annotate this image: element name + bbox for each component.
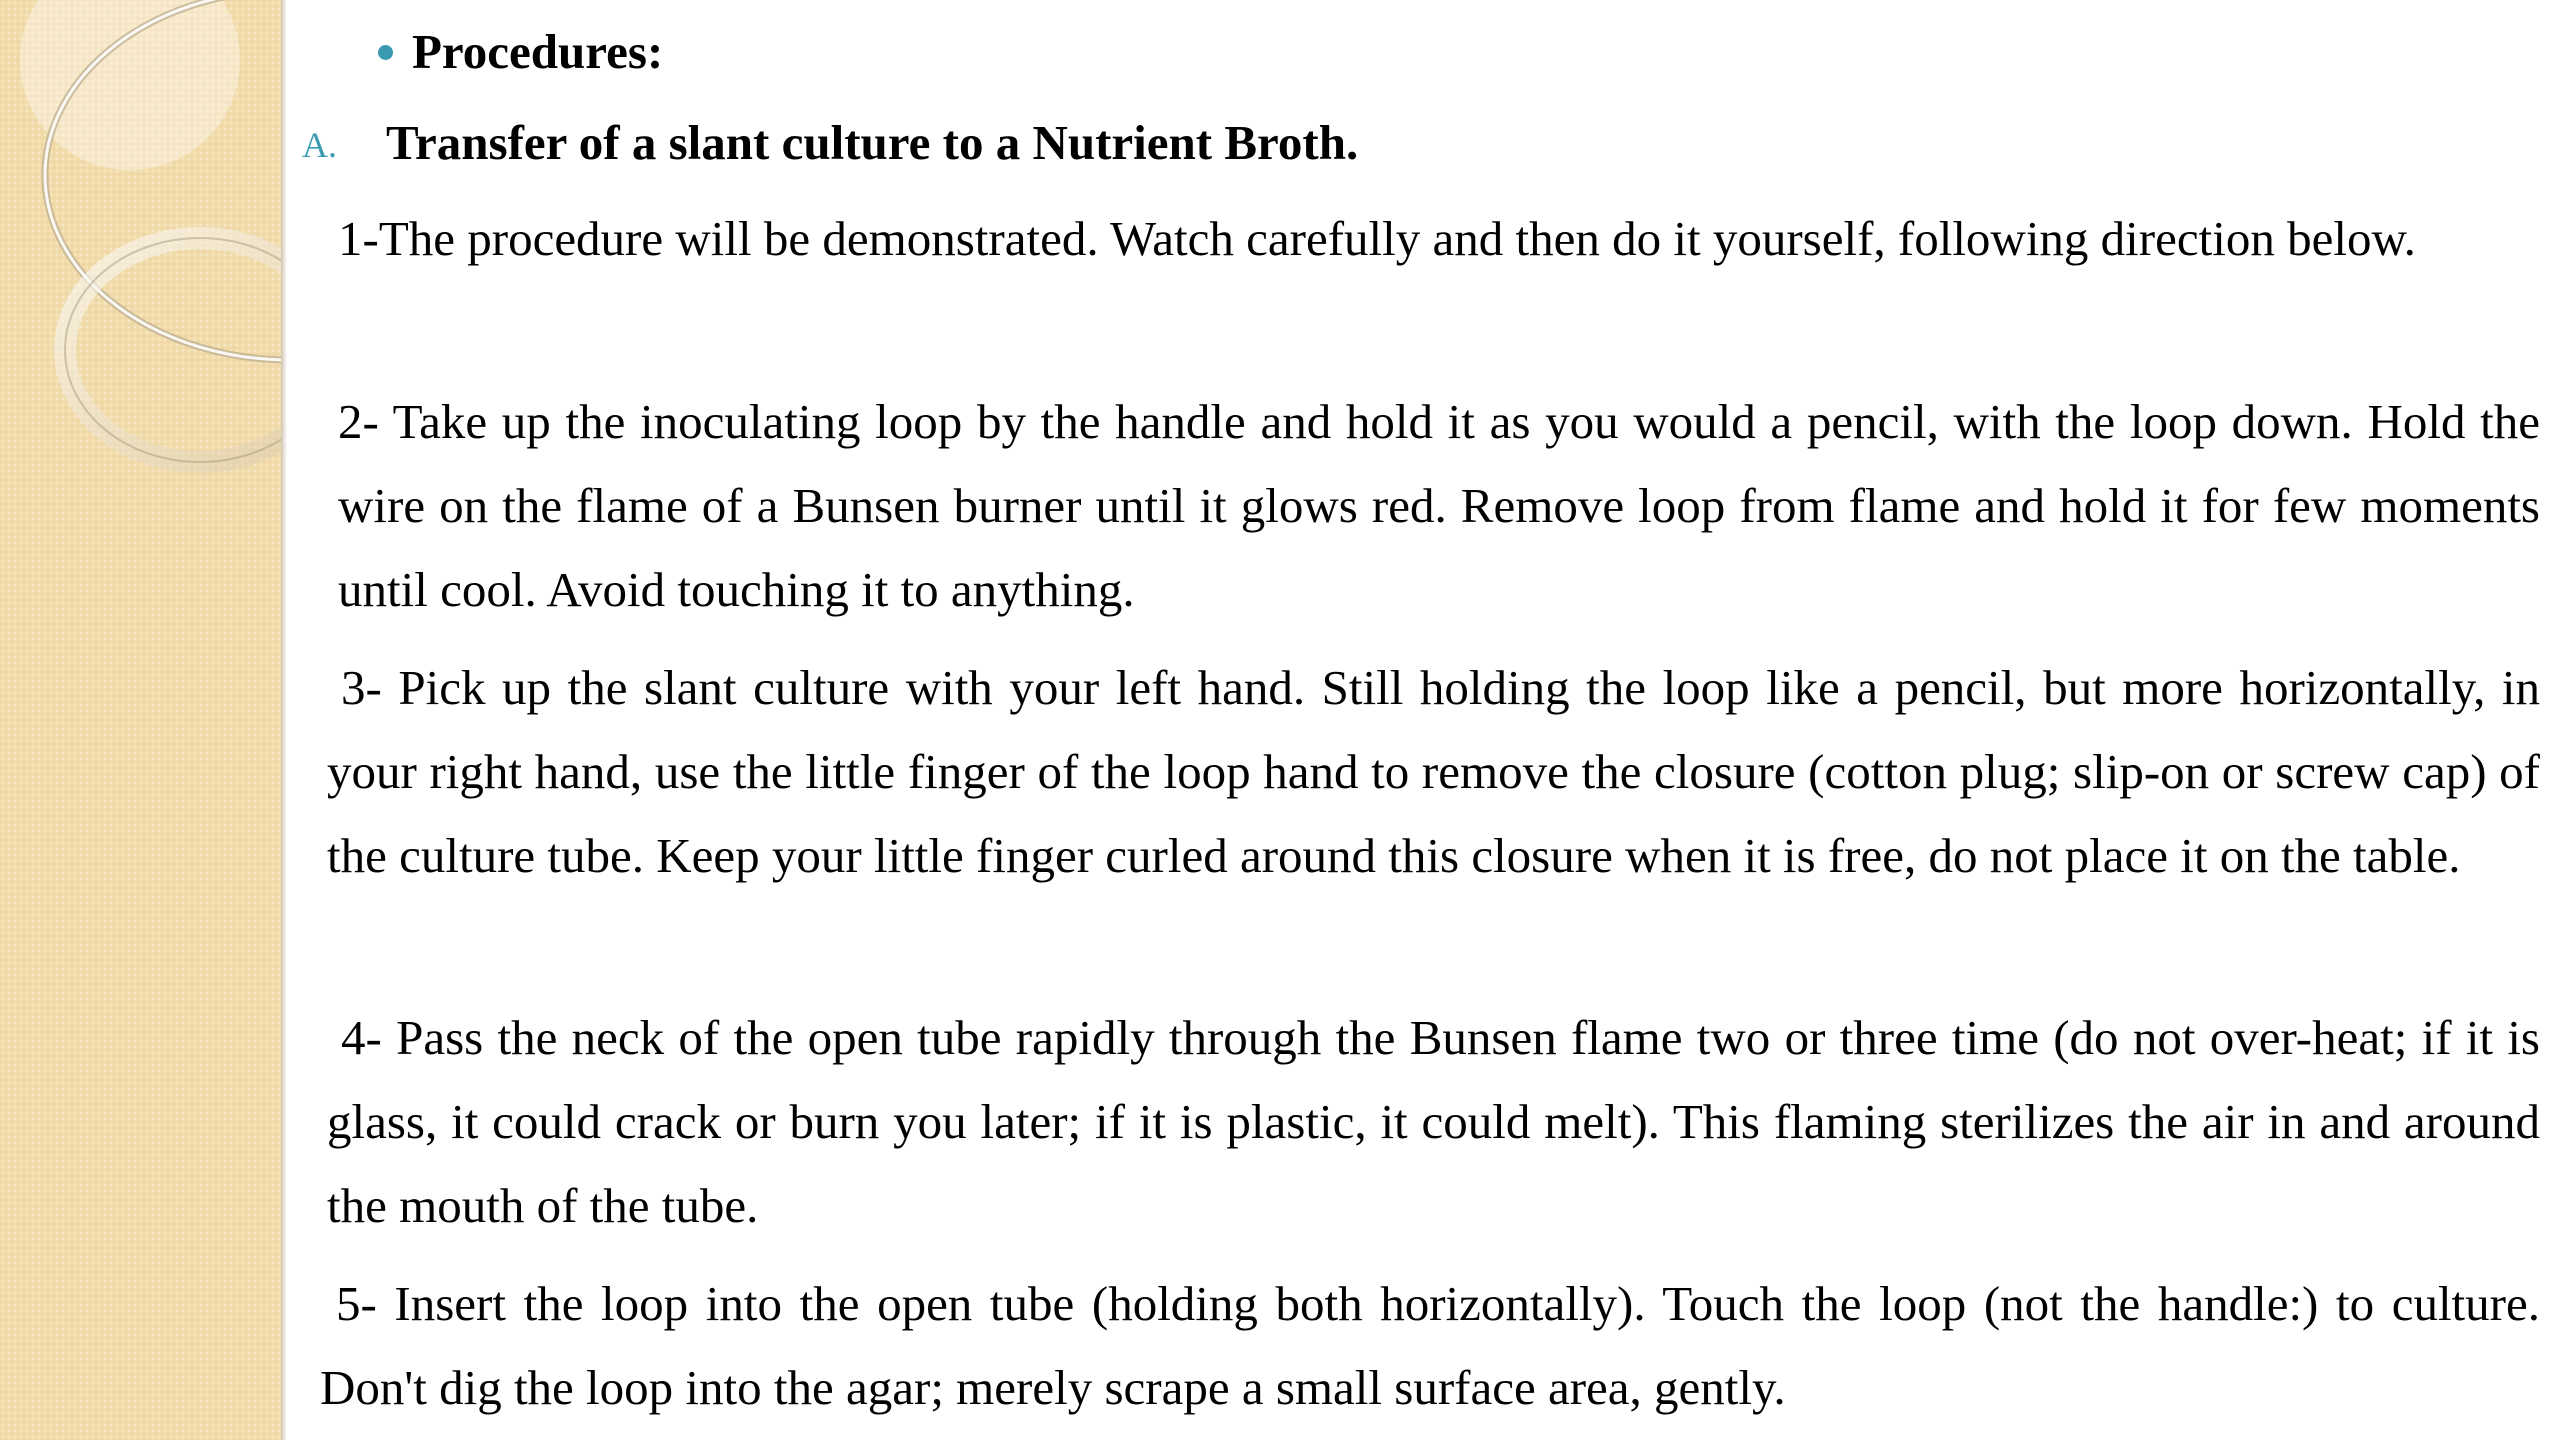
decorative-rings-graphic <box>0 0 281 520</box>
section-letter: A. <box>302 125 337 165</box>
step-2-paragraph: 2- Take up the inoculating loop by the handle and hold it as you would a pencil, with the loop down. Hold the wire on the flame of a Bunsen burner until it glows red. Remove loop from flame and hold it for few moments until cool. Avoid touching it to anything. <box>338 394 2540 617</box>
bullet-dot-icon <box>378 10 393 94</box>
step-4-paragraph: 4- Pass the neck of the open tube rapidly through the Bunsen flame two or three time (do not over-heat; if it is glass, it could crack or burn you later; if it is plastic, it could melt). This flaming sterilizes the air in and around the mouth of the tube. <box>327 1010 2540 1233</box>
sidebar-edge-shadow <box>281 0 287 1440</box>
decorative-sidebar <box>0 0 281 1440</box>
step-1-paragraph: 1-The procedure will be demonstrated. Watch carefully and then do it yourself, following direction below. <box>338 211 2416 266</box>
section-title: Transfer of a slant culture to a Nutrient Broth. <box>386 115 1359 170</box>
step-3-paragraph: 3- Pick up the slant culture with your left hand. Still holding the loop like a pencil, but more horizontally, in your right hand, use the little finger of the loop hand to remove the closure (cotton plug; slip-on or screw cap) of the culture tube. Keep your little finger curled around this closure when it is free, do not place it on the table. <box>327 660 2540 883</box>
step-5-paragraph: 5- Insert the loop into the open tube (holding both horizontally). Touch the loop (not the handle:) to culture. Don't dig the loop into the agar; merely scrape a small surface area, gently. <box>320 1276 2540 1415</box>
procedures-heading: Procedures: <box>412 24 664 79</box>
